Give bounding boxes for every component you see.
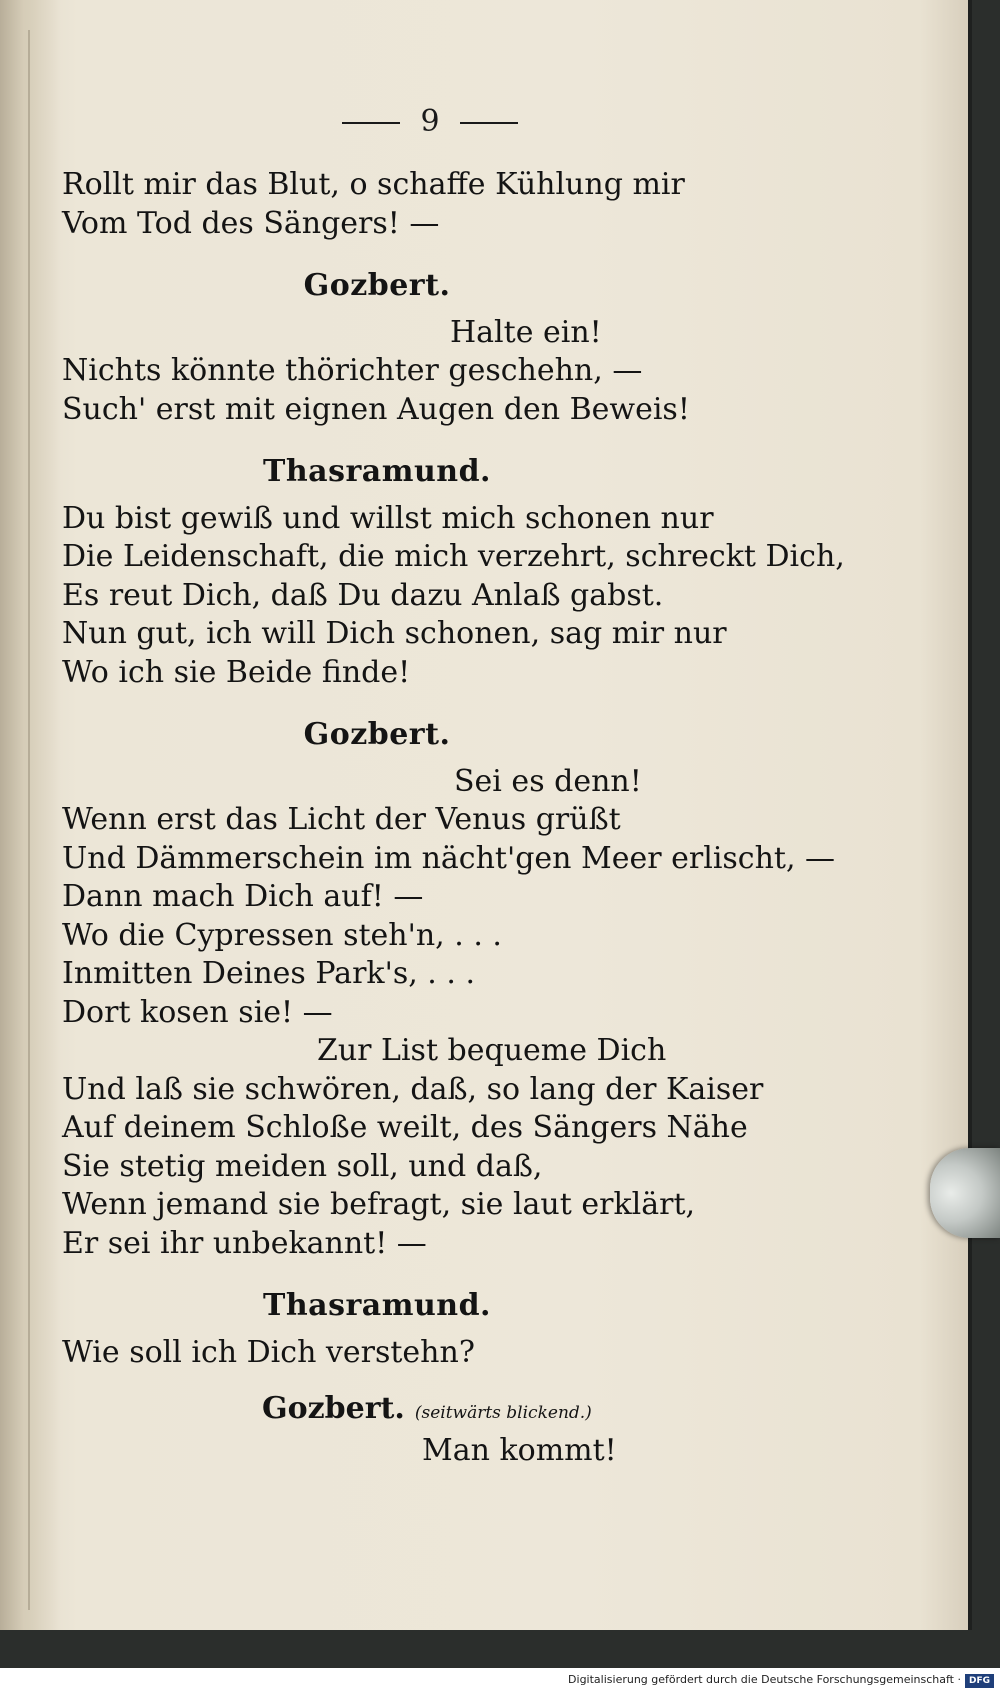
page-number: [0, 104, 860, 139]
verse-line: Sie stetig meiden soll, und daß,: [62, 1148, 543, 1184]
verse-line: Er sei ihr unbekannt! —: [62, 1225, 427, 1261]
verse-line: Du bist gewiß und willst mich schonen nur: [62, 500, 714, 536]
spine-shadow: [0, 0, 60, 1630]
verse-line: Nichts könnte thörichter geschehn, —: [62, 353, 643, 388]
speaker-name: Gozbert.: [303, 268, 451, 303]
verse-line: Inmitten Deines Park's, . . .: [62, 956, 475, 991]
verse-line: Wenn jemand sie befragt, sie laut erklärt,: [62, 1187, 696, 1222]
page-number-rule-left: [342, 122, 400, 124]
verse-line: Wie soll ich Dich verstehn?: [62, 1334, 475, 1370]
speaker-with-direction: [62, 1386, 942, 1432]
page-number-text: 9: [420, 104, 440, 139]
footer-credit: Digitalisierung gefördert durch die Deutsche Forschungsgemeinschaft: [568, 1673, 954, 1686]
verse-line: Es reut Dich, daß Du dazu Anlaß gabst.: [62, 577, 664, 613]
verse-line: Zur List bequeme Dich: [317, 1033, 667, 1068]
verse-line: Dort kosen sie! —: [62, 994, 333, 1030]
verse-line: Sei es denn!: [454, 763, 642, 799]
verse-line: Die Leidenschaft, die mich verzehrt, schreckt Dich,: [62, 539, 845, 574]
speaker-name: Thasramund.: [263, 454, 491, 489]
verse-line: Dann mach Dich auf! —: [62, 879, 424, 914]
verse-line: Und laß sie schwören, daß, so lang der Kaiser: [62, 1071, 764, 1107]
verse-line: Wenn erst das Licht der Venus grüßt: [62, 802, 621, 837]
verse-line: Und Dämmerschein im nächt'gen Meer erlischt, —: [62, 840, 836, 876]
verse-line: Wo ich sie Beide finde!: [62, 654, 411, 690]
footer-bar: Digitalisierung gefördert durch die Deutsche Forschungsgemeinschaft · DFG: [0, 1668, 1000, 1692]
verse-line: Auf deinem Schloße weilt, des Sängers Nähe: [62, 1110, 748, 1145]
play-text: [62, 166, 942, 1471]
dfg-logo: DFG: [965, 1674, 994, 1688]
verse-line: Such' erst mit eignen Augen den Beweis!: [62, 391, 690, 427]
verse-line: Halte ein!: [450, 314, 602, 350]
verse-line: Vom Tod des Sängers! —: [62, 205, 440, 241]
stage-direction: (seitwärts blickend.): [414, 1403, 592, 1423]
verse-line: Nun gut, ich will Dich schonen, sag mir nur: [62, 616, 727, 651]
thumb-overlay: [930, 1148, 1000, 1238]
speaker-name: Thasramund.: [263, 1288, 491, 1323]
speaker-name: Gozbert.: [303, 717, 451, 752]
verse-line: Rollt mir das Blut, o schaffe Kühlung mir: [62, 167, 685, 202]
verse-line: Wo die Cypressen steh'n, . . .: [62, 917, 502, 953]
page-number-rule-right: [460, 122, 518, 124]
verse-line: Man kommt!: [422, 1433, 617, 1468]
speaker-name: Gozbert.: [262, 1391, 405, 1426]
spine-line: [28, 30, 30, 1610]
